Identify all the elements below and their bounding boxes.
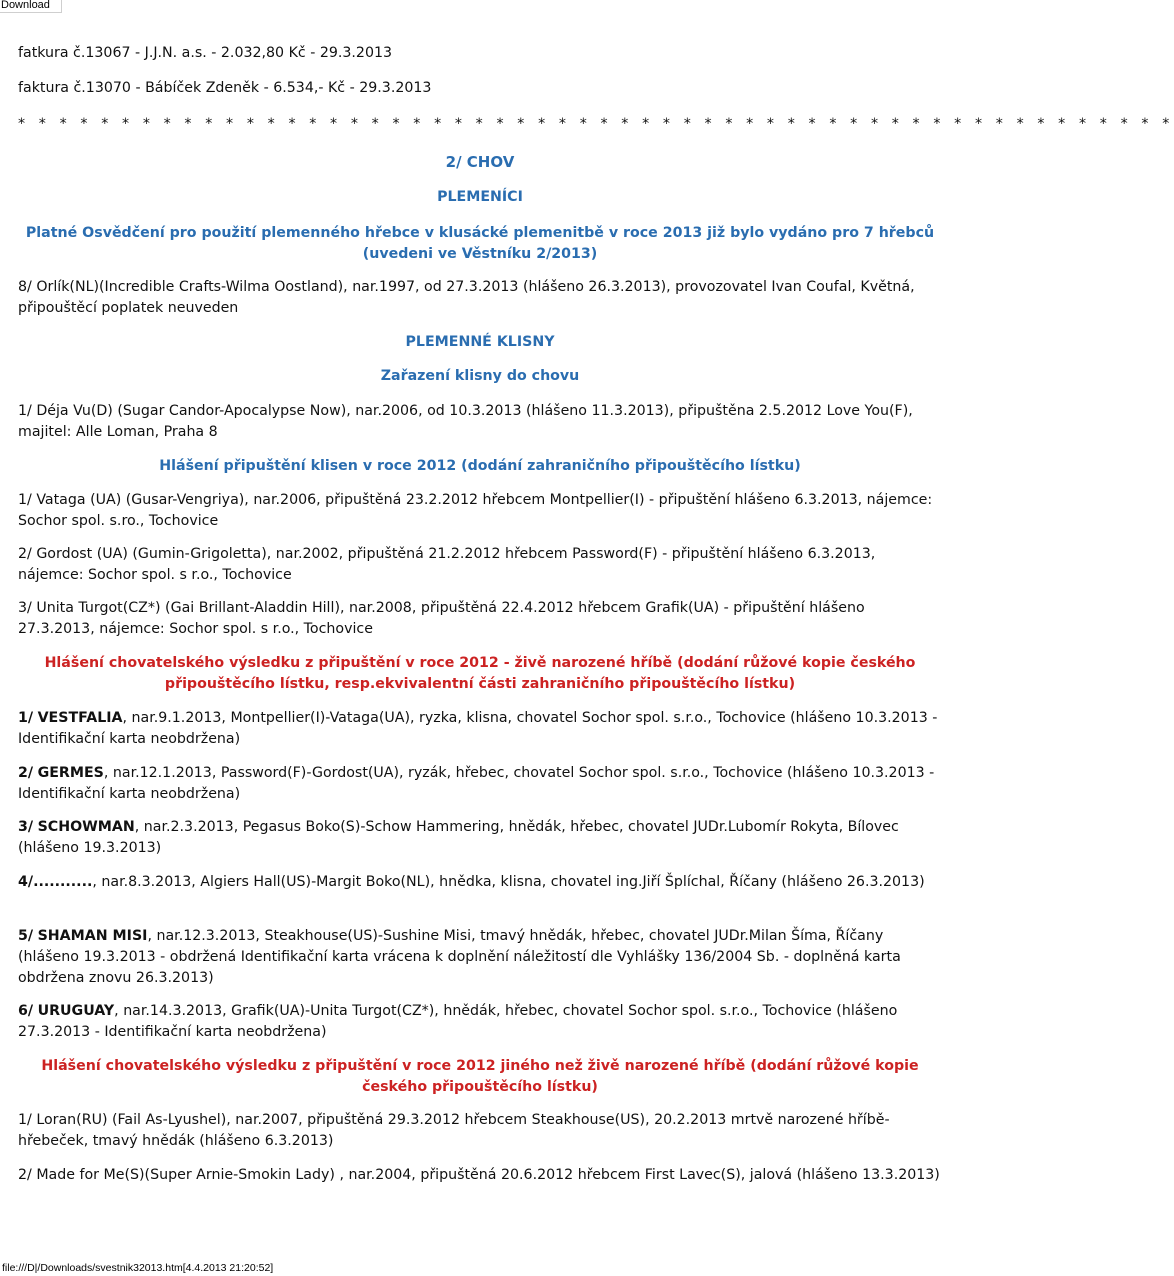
certificate-heading: Platné Osvědčení pro použití plemenného hřebce v klusácké plemenitbě v roce 2013 již bylo vydáno pro 7 hřebců (uvedeni ve Věstníku 2/2013) xyxy=(25,225,935,262)
covering-entry: 2/ Gordost (UA) (Gumin-Grigoletta), nar.2002, připuštěná 21.2.2012 hřebcem Password(F) - připuštění hlášeno 6.3.2013, nájemce: Sochor spol. s r.o., Tochovice xyxy=(18,546,876,583)
section-title-chov: 2/ CHOV xyxy=(445,153,515,171)
foal-number: 3/ xyxy=(18,819,34,835)
foal-name: URUGUAY xyxy=(37,1003,115,1019)
foal-entry xyxy=(18,817,942,859)
section-subtitle-plemenici: PLEMENÍCI xyxy=(437,189,523,205)
covering-entry: 1/ Vataga (UA) (Gusar-Vengriya), nar.2006, připuštěná 23.2.2012 hřebcem Montpellier(I) - připuštění hlášeno 6.3.2013, nájemce: Sochor spol. s.ro., Tochovice xyxy=(18,492,933,529)
stallion-entry: 8/ Orlík(NL)(Incredible Crafts-Wilma Oostland), nar.1997, od 27.3.2013 (hlášeno 26.3.2013), provozovatel Ivan Coufal, Květná, připouštěcí poplatek neuveden xyxy=(18,279,915,316)
footer-file-path: file:///D|/Downloads/svestnik32013.htm[4.4.2013 21:20:52] xyxy=(2,1262,274,1274)
foal-name: SCHOWMAN xyxy=(37,819,135,835)
invoice-line: faktura č.13070 - Bábíček Zdeněk - 6.534,- Kč - 29.3.2013 xyxy=(18,80,432,96)
foal-name: VESTFALIA xyxy=(37,710,123,726)
covering-entry: 3/ Unita Turgot(CZ*) (Gai Brillant-Aladdin Hill), nar.2008, připuštěná 22.4.2012 hřebcem Grafik(UA) - připuštění hlášeno 27.3.2013, nájemce: Sochor spol. s r.o., Tochovice xyxy=(18,600,865,637)
foal-name: GERMES xyxy=(37,765,104,781)
result-entry: 2/ Made for Me(S)(Super Arnie-Smokin Lady) , nar.2004, připuštěná 20.6.2012 hřebcem First Lavec(S), jalová (hlášeno 13.3.2013) xyxy=(18,1167,940,1183)
heading-pripusteni: Hlášení připuštění klisen v roce 2012 (dodání zahraničního připouštěcího lístku) xyxy=(159,458,801,474)
foal-number: 1/ xyxy=(18,710,34,726)
download-button[interactable]: Download xyxy=(0,0,62,13)
foal-details: , nar.14.3.2013, Grafik(UA)-Unita Turgot(CZ*), hnědák, hřebec, chovatel Sochor spol. s.r.o., Tochovice (hlášeno 27.3.2013 - Identifikační karta neobdržena) xyxy=(18,1003,898,1040)
foal-name: SHAMAN MISI xyxy=(37,928,148,944)
result-entry: 1/ Loran(RU) (Fail As-Lyushel), nar.2007, připuštěná 29.3.2012 hřebcem Steakhouse(US), 20.2.2013 mrtvě narozené hříbě-hřebeček, tmavý hnědák (hlášeno 6.3.2013) xyxy=(18,1112,890,1149)
foal-entry xyxy=(18,1001,942,1043)
foal-details: , nar.2.3.2013, Pegasus Boko(S)-Schow Hammering, hnědák, hřebec, chovatel JUDr.Lubomír Rokyta, Bílovec (hlášeno 19.3.2013) xyxy=(18,819,899,856)
foal-details: , nar.8.3.2013, Algiers Hall(US)-Margit Boko(NL), hnědka, klisna, chovatel ing.Jiří Šplíchal, Říčany (hlášeno 26.3.2013) xyxy=(92,874,925,890)
foal-name: ........... xyxy=(33,874,93,890)
foal-details: , nar.12.1.2013, Password(F)-Gordost(UA), ryzák, hřebec, chovatel Sochor spol. s.r.o., Tochovice (hlášeno 10.3.2013 - Identifikační karta neobdržena) xyxy=(18,765,935,802)
heading-vysledek-zive: Hlášení chovatelského výsledku z připuštění v roce 2012 - živě narozené hříbě (dodání růžové kopie českého připouštěcího lístku, resp.ekvivalentní části zahraničního připouštěcího lístku) xyxy=(44,655,916,692)
section-title-klisny: PLEMENNÉ KLISNY xyxy=(405,334,555,350)
foal-number: 4/ xyxy=(18,874,34,890)
foal-entry xyxy=(18,708,942,750)
foal-entry xyxy=(18,926,942,989)
foal-details: , nar.9.1.2013, Montpellier(I)-Vataga(UA), ryzka, klisna, chovatel Sochor spol. s.r.o., Tochovice (hlášeno 10.3.2013 - Identifikační karta neobdržena) xyxy=(18,710,938,747)
foal-entry xyxy=(18,763,942,805)
heading-vysledek-jine: Hlášení chovatelského výsledku z připuštění v roce 2012 jiného než živě narozené hříbě (dodání růžové kopie českého připouštěcího lístku) xyxy=(41,1058,919,1095)
mare-entry: 1/ Déja Vu(D) (Sugar Candor-Apocalypse Now), nar.2006, od 10.3.2013 (hlášeno 11.3.2013), připuštěna 2.5.2012 Love You(F), majitel: Alle Loman, Praha 8 xyxy=(18,403,913,440)
foal-number: 2/ xyxy=(18,765,34,781)
separator: * * * * * * * * * * * * * * * * * * * * * * * * * * * * * * * * * * * * * * * * * * * * * * * * * * * * * * * * xyxy=(18,116,1174,132)
foal-entry xyxy=(18,872,942,893)
foal-details: , nar.12.3.2013, Steakhouse(US)-Sushine Misi, tmavý hnědák, hřebec, chovatel JUDr.Milan Šíma, Říčany (hlášeno 19.3.2013 - obdržená Identifikační karta vrácena k doplnění náležitostí dle Vyhlášky 136/2004 Sb. - doplněná karta obdržena znovu 26.3.2013) xyxy=(18,928,901,986)
foal-number: 6/ xyxy=(18,1003,34,1019)
foal-number: 5/ xyxy=(18,928,34,944)
invoice-line: fatkura č.13067 - J.J.N. a.s. - 2.032,80 Kč - 29.3.2013 xyxy=(18,45,393,61)
section-subtitle-zarazeni: Zařazení klisny do chovu xyxy=(380,368,580,384)
